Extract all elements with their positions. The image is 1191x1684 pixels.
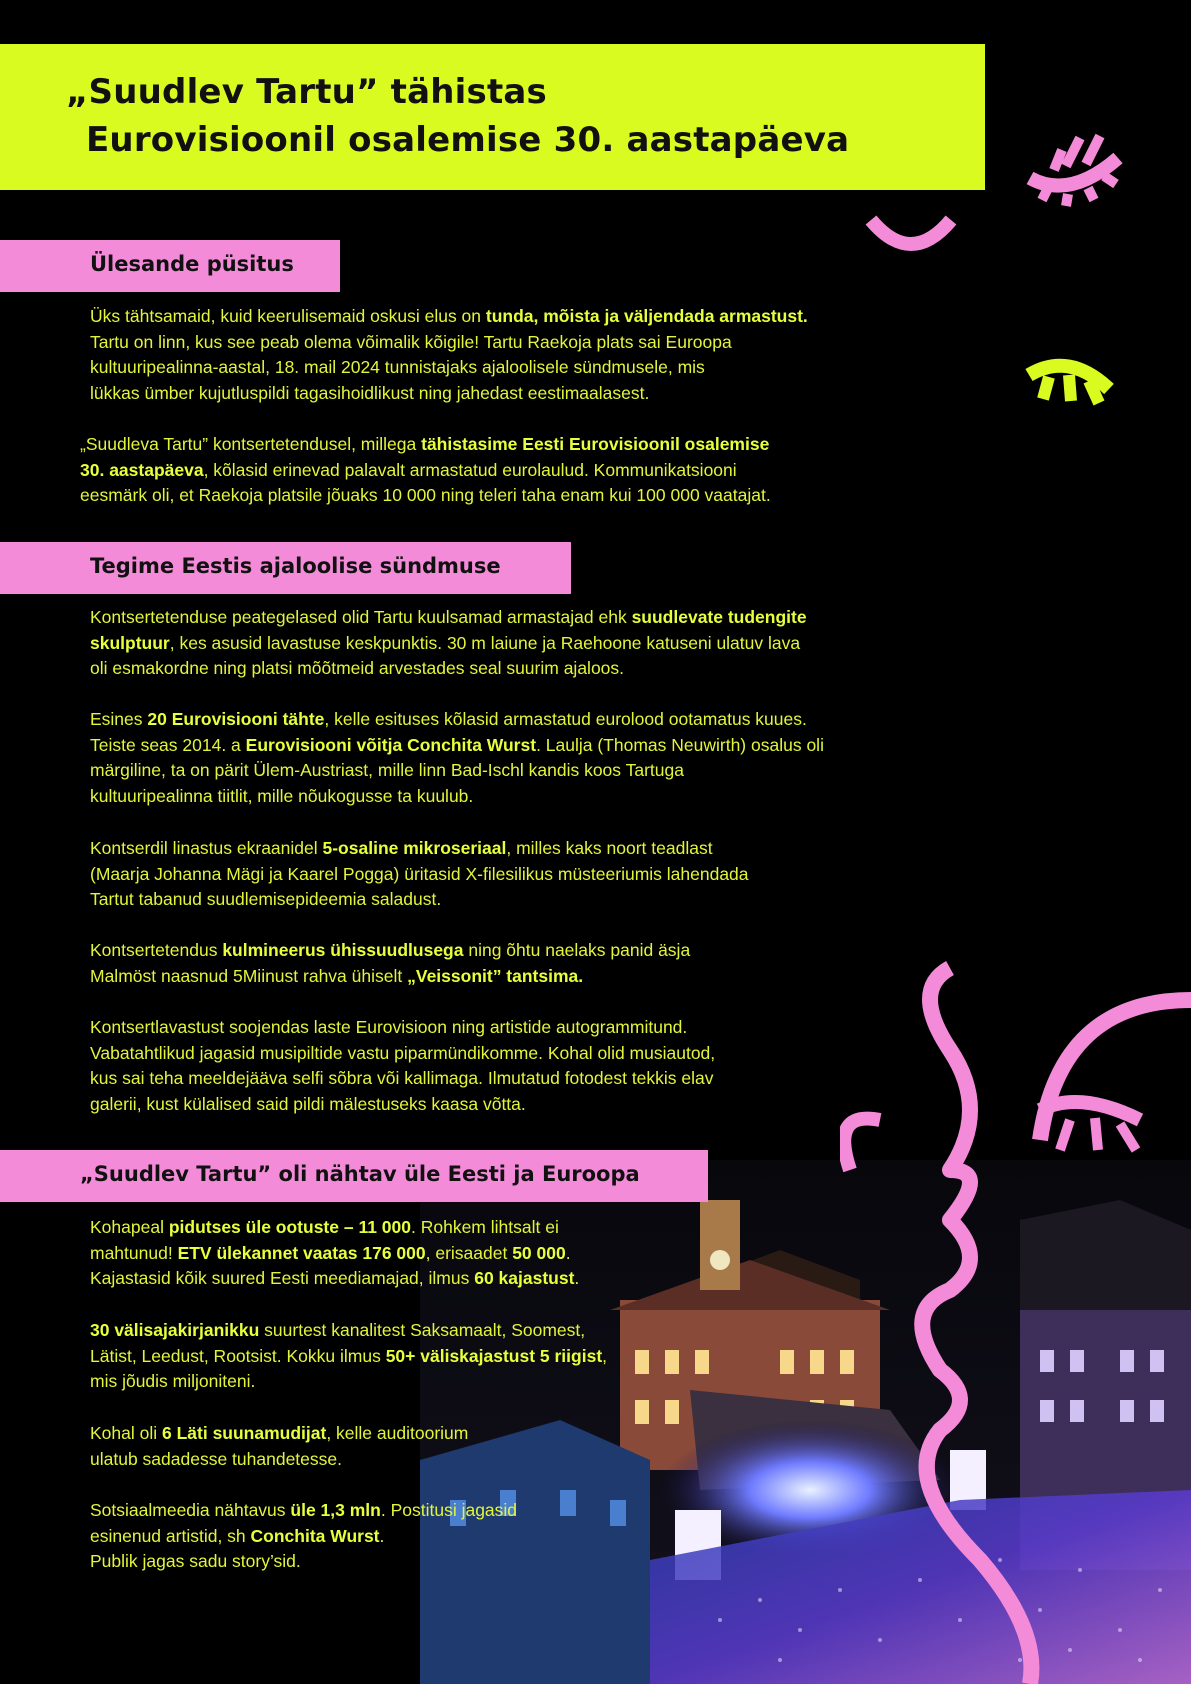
text-line (80, 458, 771, 484)
section-heading-tab-2 (0, 542, 571, 594)
text-line (90, 355, 808, 381)
highlight-text: Conchita Wurst (250, 1525, 380, 1546)
highlight-text: pidutses üle ootuste – 11 000 (168, 1217, 411, 1237)
body-text: Kontsertlavastust soojendas laste Eurovisioon ning artistide autogrammitund. (90, 1017, 688, 1037)
body-text: , erisaadet (425, 1242, 513, 1263)
text-line (90, 836, 749, 862)
section-3-paragraph-3 (90, 1421, 468, 1472)
smile-mouth-icon (865, 212, 957, 260)
body-text: . Rohkem lihtsalt ei (411, 1217, 559, 1237)
text-line (90, 1266, 579, 1292)
text-line (90, 1549, 517, 1575)
body-text: , milles kaks noort teadlast (506, 838, 713, 858)
text-line (90, 707, 824, 733)
body-text: mis jõudis miljoniteni. (90, 1371, 256, 1392)
highlight-text: 30. aastapäeva (80, 459, 204, 480)
text-line (90, 758, 824, 784)
body-text: , (602, 1345, 608, 1366)
section-1-paragraph-1 (90, 304, 808, 407)
body-text: (Maarja Johanna Mägi ja Kaarel Pogga) üritasid X-filesilikus müsteeriumis lahendada (90, 863, 749, 884)
eyelash-accent-icon (1025, 355, 1115, 425)
highlight-text: 30 välisajakirjanikku (90, 1320, 260, 1340)
body-text: Kontsertetenduse peategelased olid Tartu kuulsamad armastajad ehk (90, 607, 632, 627)
highlight-text: 60 kajastust (474, 1268, 575, 1289)
body-text: Kontsertetendus (90, 940, 223, 960)
section-2-paragraph-1 (90, 605, 807, 682)
text-line (90, 964, 690, 990)
body-text: Üks tähtsamaid, kuid keerulisemaid oskusi elus on (90, 306, 486, 326)
body-text: Tartu on linn, kus see peab olema võimalik kõigile! Tartu Raekoja plats sai Euroopa (90, 331, 732, 352)
body-text: Vabatahtlikud jagasid musipiltide vastu piparmündikomme. Kohal olid musiautod, (90, 1042, 716, 1063)
body-text: Malmöst naasnud 5Miinust rahva ühiselt (90, 965, 408, 986)
title-banner (0, 44, 985, 190)
text-line (90, 784, 824, 810)
text-line (90, 1241, 579, 1267)
text-line (90, 1092, 715, 1118)
body-text: Lätist, Leedust, Rootsist. Kokku ilmus (90, 1345, 386, 1366)
body-text: , kelle auditoorium (326, 1423, 469, 1443)
section-heading: Tegime Eestis ajaloolise sündmuse (90, 554, 501, 578)
body-text: kultuuripealinna tiitlit, mille nõukogusse ta kuulub. (90, 786, 474, 807)
body-text: . Postitusi jagasid (380, 1500, 518, 1520)
body-text: märgiline, ta on pärit Ülem-Austriast, mille linn Bad-Ischl kandis koos Tartuga (90, 760, 684, 781)
highlight-text: 20 Eurovisiooni tähte (147, 709, 325, 729)
text-line (90, 1318, 607, 1344)
highlight-text: „Veissonit” tantsima. (407, 965, 584, 986)
text-line (90, 1447, 468, 1473)
highlight-text: üle 1,3 mln (290, 1500, 381, 1520)
highlight-text: 50 000 (512, 1242, 566, 1263)
body-text: ulatub sadadesse tuhandetesse. (90, 1448, 342, 1469)
text-line (90, 1498, 517, 1524)
highlight-text: tähistasime Eesti Eurovisioonil osalemise (421, 434, 770, 454)
body-text: , kes asusid lavastuse keskpunktis. 30 m laiune ja Raehoone katuseni ulatuv lava (169, 632, 801, 653)
text-line (90, 330, 808, 356)
section-heading-tab-1 (0, 240, 340, 292)
highlight-text: ETV ülekannet vaatas 176 000 (177, 1242, 426, 1263)
section-heading: „Suudlev Tartu” oli nähtav üle Eesti ja Euroopa (80, 1162, 640, 1186)
text-line (90, 862, 749, 888)
text-line (90, 733, 824, 759)
body-text: „Suudleva Tartu” kontsertetendusel, millega (80, 434, 422, 454)
body-text: Tartut tabanud suudlemisepideemia saladust. (90, 889, 442, 910)
highlight-text: tunda, mõista ja väljendada armastust. (485, 306, 808, 326)
body-text: mahtunud! (90, 1242, 178, 1263)
body-text: lükkas ümber kujutluspildi tagasihoidlikust ning jahedast eestimaalasest. (90, 383, 650, 404)
highlight-text: skulptuur (90, 632, 170, 653)
text-line (90, 1369, 607, 1395)
page-title-line-1: „Suudlev Tartu” tähistas (66, 72, 547, 112)
section-3-paragraph-2 (90, 1318, 607, 1395)
body-text: Kajastasid kõik suured Eesti meediamajad, ilmus (90, 1268, 475, 1289)
section-3-paragraph-4 (90, 1498, 517, 1575)
body-text: Kohal oli (90, 1423, 162, 1443)
highlight-text: 50+ väliskajastust 5 riigist (385, 1345, 603, 1366)
body-text: , kõlasid erinevad palavalt armastatud eurolaulud. Kommunikatsiooni (203, 459, 737, 480)
section-3-paragraph-1 (90, 1215, 579, 1292)
body-text: Esines (90, 709, 148, 729)
body-text: Publik jagas sadu story’sid. (90, 1551, 301, 1572)
text-line (90, 631, 807, 657)
body-text: Sotsiaalmeedia nähtavus (90, 1500, 291, 1520)
body-text: kultuuripealinna-aastal, 18. mail 2024 tunnistajaks ajaloolisele sündmusele, mis (90, 357, 705, 378)
text-line (90, 1041, 715, 1067)
section-2-paragraph-4 (90, 938, 690, 989)
text-line (90, 1066, 715, 1092)
body-text: galerii, kust külalised said pildi mälestuseks kaasa võtta. (90, 1094, 526, 1115)
highlight-text: suudlevate tudengite (631, 607, 807, 627)
text-line (90, 1421, 468, 1447)
body-text: , kelle esituses kõlasid armastatud eurolood ootamatus kuues. (324, 709, 807, 729)
text-line (90, 1344, 607, 1370)
highlight-text: Eurovisiooni võitja Conchita Wurst (245, 734, 537, 755)
body-text: kus sai teha meeldejääva selfi sõbra või kallimaga. Ilmutatud fotodest tekkis elav (90, 1068, 714, 1089)
section-1-paragraph-2 (80, 432, 771, 509)
highlight-text: 6 Läti suunamudijat (162, 1423, 327, 1443)
text-line (90, 1524, 517, 1550)
section-heading-tab-3 (0, 1150, 708, 1202)
body-text: oli esmakordne ning platsi mõõtmeid arvestades seal suurim ajaloos. (90, 658, 625, 679)
text-line (90, 656, 807, 682)
text-line (90, 1015, 715, 1041)
body-text: . (574, 1268, 580, 1289)
body-text: Kohapeal (90, 1217, 169, 1237)
text-line (90, 605, 807, 631)
highlight-text: kulmineerus ühissuudlusega (222, 940, 464, 960)
text-line (80, 483, 771, 509)
section-heading: Ülesande püsitus (90, 252, 294, 276)
section-2-paragraph-3 (90, 836, 749, 913)
text-line (90, 938, 690, 964)
text-line (90, 381, 808, 407)
highlight-text: 5-osaline mikroseriaal (322, 838, 507, 858)
body-text: . (565, 1242, 571, 1263)
body-text: ning õhtu naelaks panid äsja (463, 940, 691, 960)
section-2-paragraph-5 (90, 1015, 715, 1118)
text-line (90, 304, 808, 330)
page-title-line-2: Eurovisioonil osalemise 30. aastapäeva (86, 120, 850, 160)
body-text: esinenud artistid, sh (90, 1525, 251, 1546)
text-line (90, 1215, 579, 1241)
body-text: suurtest kanalitest Saksamaalt, Soomest, (259, 1320, 586, 1340)
text-line (80, 432, 771, 458)
kissing-face-outline-icon (840, 960, 1191, 1684)
eyelash-closed-eye-icon (1020, 130, 1130, 210)
body-text: . (379, 1525, 385, 1546)
body-text: Kontserdil linastus ekraanidel (90, 838, 323, 858)
body-text: Teiste seas 2014. a (90, 734, 246, 755)
body-text: . Laulja (Thomas Neuwirth) osalus oli (536, 734, 824, 755)
text-line (90, 887, 749, 913)
section-2-paragraph-2 (90, 707, 824, 810)
body-text: eesmärk oli, et Raekoja platsile jõuaks 10 000 ning teleri taha enam kui 100 000 vaatajat. (80, 485, 771, 506)
